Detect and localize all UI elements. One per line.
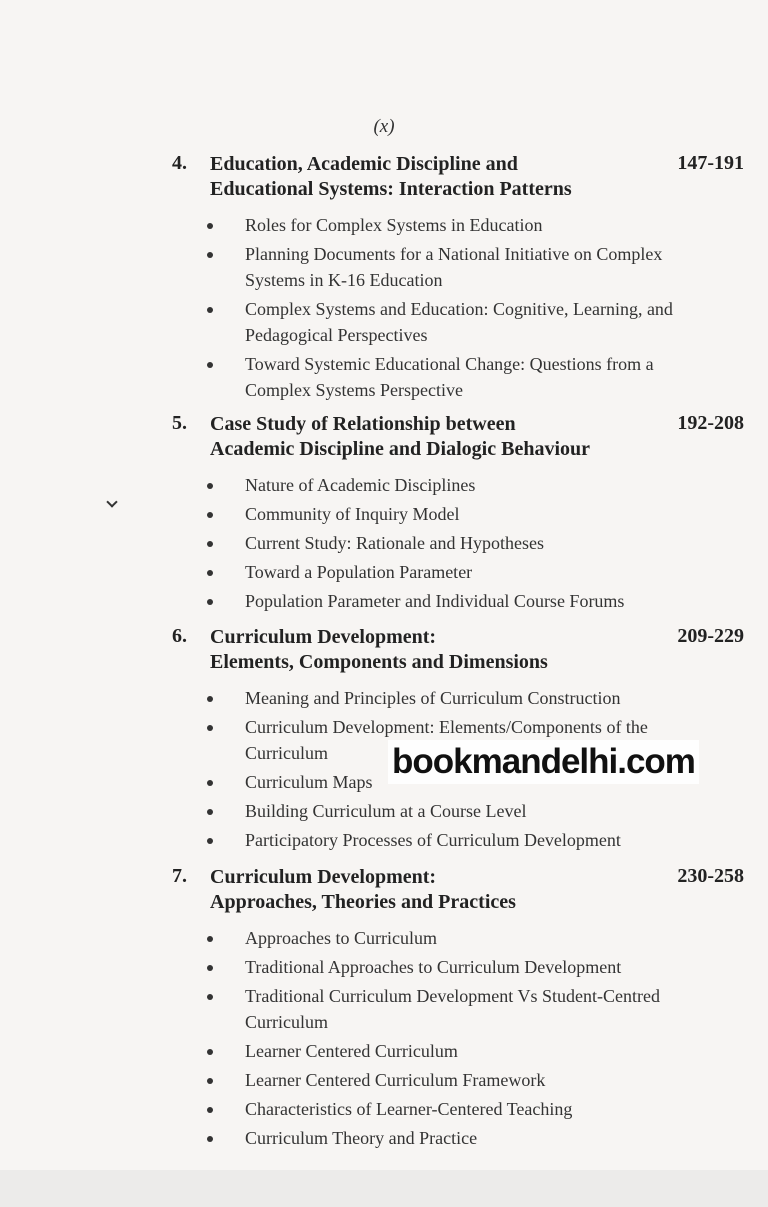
- chapter-number: 6.: [172, 625, 187, 647]
- topic-text: [245, 1038, 740, 1064]
- topic-text-line: Curriculum: [245, 743, 328, 763]
- topic-text-line: Participatory Processes of Curriculum Development: [245, 830, 621, 850]
- bullet-icon: [207, 1136, 213, 1142]
- topic-text: [245, 983, 740, 1035]
- watermark-text: bookmandelhi.com: [388, 740, 699, 784]
- chapter-title-line: Elements, Components and Dimensions: [210, 651, 548, 673]
- chapter-page-range: 230-258: [677, 865, 744, 887]
- chapter-number: 5.: [172, 412, 187, 434]
- bullet-icon: [207, 362, 213, 368]
- chapter-number: 7.: [172, 865, 187, 887]
- topic-text: [245, 296, 740, 348]
- topic-text: [245, 1125, 740, 1151]
- bullet-icon: [207, 994, 213, 1000]
- topic-text: [245, 559, 740, 585]
- bullet-icon: [207, 570, 213, 576]
- topic-text: [245, 472, 740, 498]
- topic-text: [245, 501, 740, 527]
- topic-text: [245, 1096, 740, 1122]
- topic-text-line: Curriculum Maps: [245, 772, 373, 792]
- bullet-icon: [207, 965, 213, 971]
- chapter-title-line: Education, Academic Discipline and: [210, 153, 518, 175]
- bullet-icon: [207, 1107, 213, 1113]
- topic-text-line: Characteristics of Learner-Centered Teaching: [245, 1099, 573, 1119]
- topic-text: [245, 827, 740, 853]
- chapter-number: 4.: [172, 152, 187, 174]
- bullet-icon: [207, 809, 213, 815]
- bullet-icon: [207, 1078, 213, 1084]
- topic-text-line: Curriculum Theory and Practice: [245, 1128, 478, 1148]
- topic-text: [245, 530, 740, 556]
- chapter-title-line: Case Study of Relationship between: [210, 413, 516, 435]
- bullet-icon: [207, 223, 213, 229]
- topic-text-line: Learner Centered Curriculum: [245, 1041, 458, 1061]
- topic-text-line: Approaches to Curriculum: [245, 928, 437, 948]
- pencil-mark: [106, 496, 117, 507]
- chapter-title-line: Curriculum Development:: [210, 626, 437, 648]
- topic-text-line: Traditional Curriculum Development Vs Student-Centred: [245, 986, 660, 1006]
- chapter-page-range: 192-208: [677, 412, 744, 434]
- topic-text-line: Meaning and Principles of Curriculum Construction: [245, 688, 621, 708]
- topic-text-line: Complex Systems and Education: Cognitive, Learning, and: [245, 299, 673, 319]
- topic-text: [245, 588, 740, 614]
- bullet-icon: [207, 599, 213, 605]
- bullet-icon: [207, 483, 213, 489]
- topic-text: [245, 1067, 740, 1093]
- topic-text: [245, 241, 740, 293]
- chapter-title-line: Approaches, Theories and Practices: [210, 891, 516, 913]
- topic-text: [245, 954, 740, 980]
- topic-text-line: Population Parameter and Individual Course Forums: [245, 591, 625, 611]
- topic-text-line: Complex Systems Perspective: [245, 380, 463, 400]
- chapter-title-line: Curriculum Development:: [210, 866, 437, 888]
- topic-text-line: Community of Inquiry Model: [245, 504, 460, 524]
- chapter-title: [210, 412, 650, 462]
- topic-text: [245, 351, 740, 403]
- bullet-icon: [207, 512, 213, 518]
- chapter-title-line: Academic Discipline and Dialogic Behaviour: [210, 438, 590, 460]
- chapter-title: [210, 625, 650, 675]
- bullet-icon: [207, 838, 213, 844]
- topic-text-line: Building Curriculum at a Course Level: [245, 801, 527, 821]
- bullet-icon: [207, 725, 213, 731]
- chapter-title: [210, 152, 650, 202]
- topic-text-line: Roles for Complex Systems in Education: [245, 215, 543, 235]
- topic-text-line: Planning Documents for a National Initiative on Complex: [245, 244, 663, 264]
- topic-text-line: Current Study: Rationale and Hypotheses: [245, 533, 544, 553]
- page-number: (x): [373, 116, 395, 137]
- topic-text: [245, 212, 740, 238]
- chapter-title-line: Educational Systems: Interaction Patterns: [210, 178, 572, 200]
- chapter-page-range: 147-191: [677, 152, 744, 174]
- topic-text-line: Pedagogical Perspectives: [245, 325, 428, 345]
- bullet-icon: [207, 307, 213, 313]
- bullet-icon: [207, 936, 213, 942]
- topic-text-line: Learner Centered Curriculum Framework: [245, 1070, 546, 1090]
- topic-text-line: Nature of Academic Disciplines: [245, 475, 476, 495]
- chapter-page-range: 209-229: [677, 625, 744, 647]
- bullet-icon: [207, 252, 213, 258]
- topic-text-line: Curriculum Development: Elements/Components of the: [245, 717, 648, 737]
- topic-text-line: Curriculum: [245, 1012, 328, 1032]
- bullet-icon: [207, 696, 213, 702]
- chapter-title: [210, 865, 650, 915]
- topic-text-line: Traditional Approaches to Curriculum Development: [245, 957, 622, 977]
- topic-text-line: Toward Systemic Educational Change: Questions from a: [245, 354, 654, 374]
- bullet-icon: [207, 1049, 213, 1055]
- bullet-icon: [207, 541, 213, 547]
- topic-text: [245, 925, 740, 951]
- topic-text-line: Systems in K-16 Education: [245, 270, 443, 290]
- bullet-icon: [207, 780, 213, 786]
- topic-text: [245, 798, 740, 824]
- topic-text-line: Toward a Population Parameter: [245, 562, 473, 582]
- topic-text: [245, 685, 740, 711]
